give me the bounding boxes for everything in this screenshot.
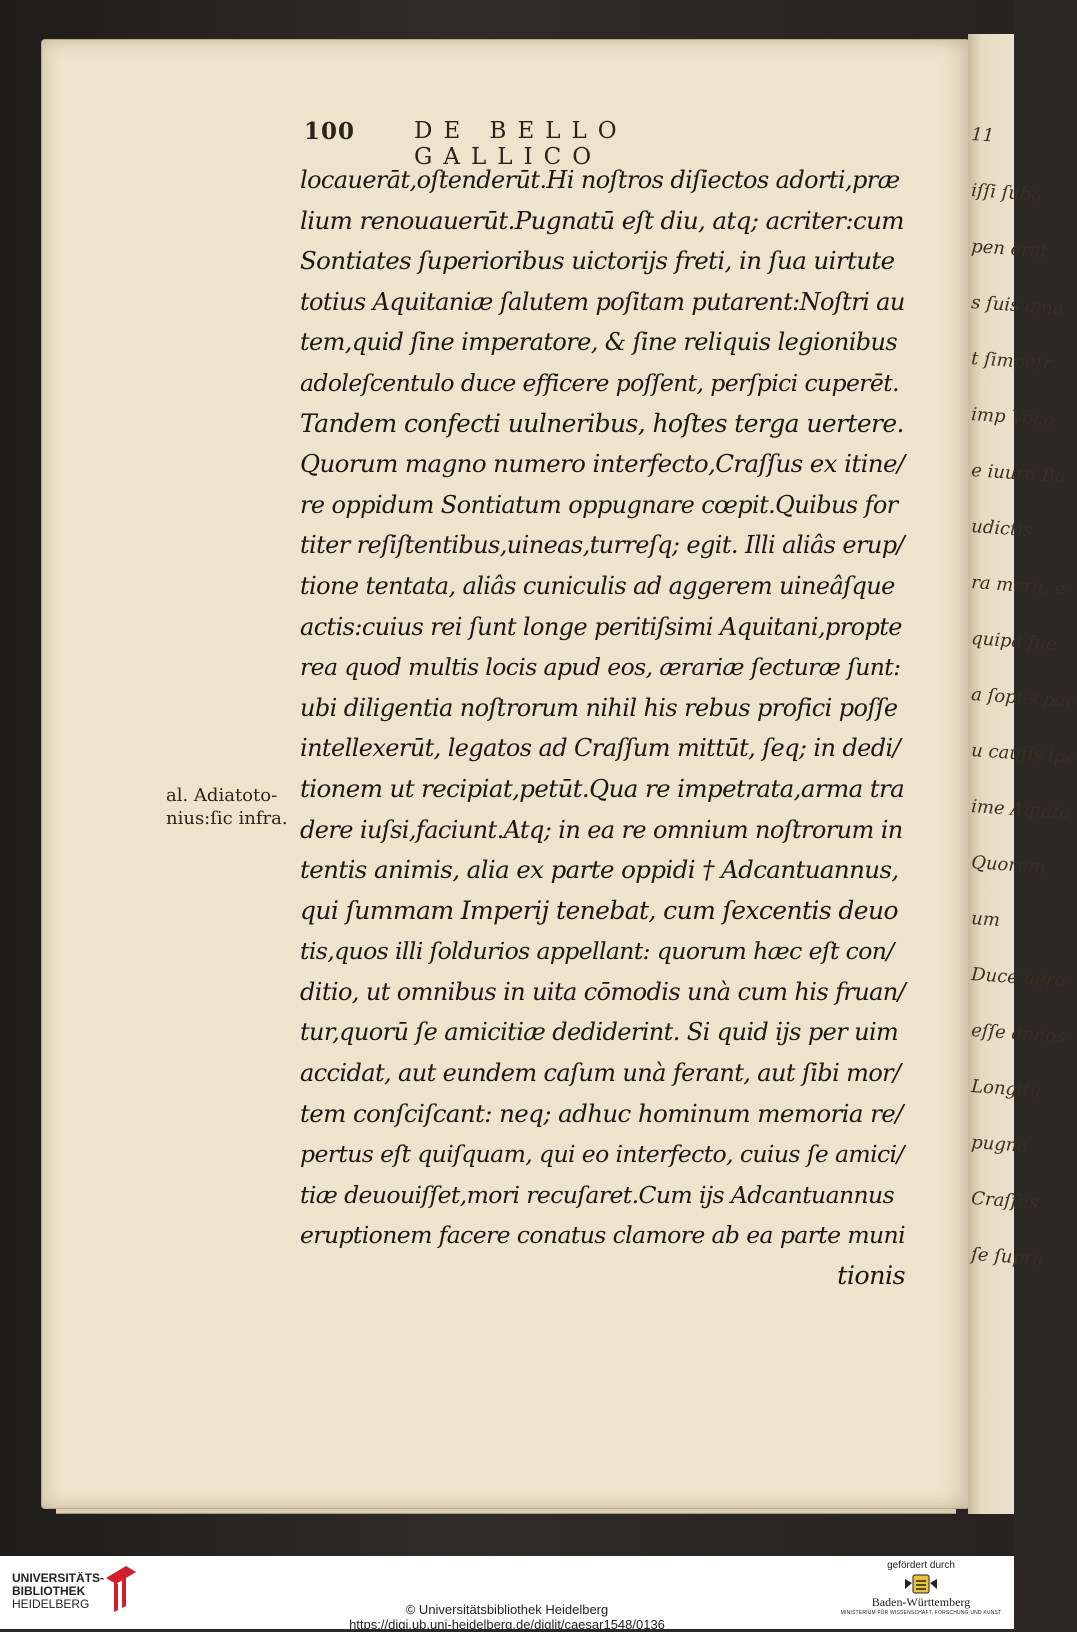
- facing-page-fragment: eſſe annos: [970, 1020, 1067, 1048]
- text-line: accidat, aut eundem caſum unà ferant, aut ſibi mor/: [300, 1059, 901, 1088]
- text-line: lium renouauerūt.Pugnatū eſt diu, atq; acriter:cum: [300, 205, 904, 235]
- facing-page-fragment: Craſſus: [970, 1188, 1040, 1214]
- running-head: [304, 118, 824, 170]
- facing-page-fragment: Longitu: [970, 1076, 1043, 1102]
- sponsor-block: [836, 1560, 1006, 1616]
- text-line: tem,quid ſine imperatore, & ſine reliquis legionibus: [300, 328, 898, 357]
- library-name-line: BIBLIOTHEK: [12, 1584, 86, 1598]
- facing-page-fragment: t ſimpetr: [970, 348, 1053, 375]
- text-line: rea quod multis locis apud eos, ærariæ ſecturæ ſunt:: [300, 653, 901, 682]
- facing-page-fragment: a ſopus par: [970, 684, 1075, 713]
- text-line: eruptionem facere conatus clamore ab ea parte muni: [300, 1221, 905, 1250]
- text-line: Sontiates ſuperioribus uictorijs freti, in ſua uirtute: [300, 246, 895, 276]
- text-line: titer reſiſtentibus,uineas,turreſq; egit. Illi aliâs erup/: [300, 531, 905, 560]
- marginal-note: [166, 784, 301, 830]
- library-name-line: UNIVERSITÄTS-: [12, 1571, 105, 1585]
- viewer-footer: [0, 1556, 1014, 1632]
- facing-page-fragment: s ſuis ame: [970, 292, 1065, 320]
- text-line: dere iuſsi,faciunt.Atq; in ea re omnium noſtrorum in: [300, 815, 903, 844]
- text-line: Tandem confecti uulneribus, hoſtes terga uertere.: [300, 408, 904, 438]
- facing-page-fragment: pen erat: [970, 236, 1049, 263]
- facing-page-fragment: Duce uero: [970, 964, 1066, 992]
- text-line: Quorum magno numero interfecto,Craſſus ex itine/: [300, 449, 905, 479]
- text-line: qui ſummam Imperij tenebat, cum ſexcentis deuo: [300, 895, 898, 925]
- state-crest-icon: [901, 1573, 941, 1595]
- facing-page-fragment: ime Aquita: [970, 796, 1071, 824]
- facing-page-fragment: um: [970, 908, 1001, 931]
- sponsor-ministry: MINISTERIUM FÜR WISSENSCHAFT, FORSCHUNG UND KUNST: [840, 1610, 1002, 1616]
- text-line: intellexerūt, legatos ad Craſſum mittūt, ſeq; in dedi/: [300, 734, 901, 763]
- page-number: 100: [304, 118, 356, 145]
- facing-page-fragment: iſſi ſuba: [970, 180, 1043, 206]
- text-line: tiæ deuouiſſet,mori recuſaret.Cum ijs Adcantuannus: [300, 1180, 895, 1209]
- text-line: totius Aquitaniæ ſalutem poſitam putarent:Noſtri au: [300, 287, 905, 316]
- text-line: tem conſciſcant: neq; adhuc hominum memoria re/: [300, 1098, 903, 1128]
- marginal-note-line: al. Adiatoto-: [166, 785, 278, 806]
- text-line: ditio, ut omnibus in uita cōmodis unà cum his fruan/: [300, 977, 906, 1006]
- facing-page-fragment: ſe ſupra: [970, 1244, 1044, 1270]
- facing-page-fragment: udictis: [970, 516, 1034, 542]
- text-line: tentis animis, alia ex parte oppidi † Adcantuannus,: [300, 855, 899, 885]
- facing-page-fragment: pugna: [970, 1132, 1029, 1157]
- sponsor-label: gefördert durch: [887, 1560, 955, 1571]
- text-line: actis:cuius rei ſunt longe peritiſsimi Aquitani,propte: [300, 612, 902, 641]
- running-title: DE BELLO GALLICO: [414, 118, 628, 170]
- facing-page-fragment: imp Voco: [970, 404, 1055, 431]
- sponsor-state: Baden-Württemberg: [871, 1595, 971, 1609]
- source-url-link[interactable]: https://digi.ub.uni-heidelberg.de/diglit/caesar1548/0136: [349, 1617, 665, 1632]
- facing-page-fragment: u cauſis ipe: [970, 740, 1077, 769]
- facing-page-edge: [968, 34, 1077, 1514]
- library-name-line: HEIDELBERG: [12, 1597, 90, 1611]
- text-line: tur,quorū ſe amicitiæ dediderint. Si quid ijs per uim: [300, 1018, 899, 1047]
- text-line: locauerāt,oſtenderūt.Hi noſtros diſiectos adorti,præ: [300, 166, 900, 194]
- copyright-text: © Universitätsbibliothek Heidelberg: [405, 1602, 609, 1617]
- text-line: pertus eſt quiſquam, qui eo interfecto, cuius ſe amici/: [300, 1140, 904, 1169]
- facing-page-fragment: e iuuro Ba: [970, 460, 1067, 488]
- text-line: adoleſcentulo duce efficere poſſent, perſpici cuperēt.: [300, 368, 899, 397]
- facing-page-fragment: 11: [970, 124, 995, 147]
- text-line: re oppidum Sontiatum oppugnare cœpit.Quibus for: [300, 490, 898, 519]
- facing-page-fragment: ra mera, e: [970, 572, 1066, 600]
- text-line: ubi diligentia noſtrorum nihil his rebus profici poſſe: [300, 693, 898, 722]
- facing-page-fragment: quipa ſue: [970, 628, 1058, 655]
- text-line: tionis: [837, 1261, 905, 1292]
- body-text: [300, 160, 905, 1297]
- text-line: tionem ut recipiat,petūt.Qua re impetrata,arma tra: [300, 773, 905, 803]
- text-line: tis,quos illi ſoldurios appellant: quorum hæc eſt con/: [300, 937, 894, 966]
- text-line: tione tentata, aliâs cuniculis ad aggerem uineâſque: [300, 571, 895, 600]
- facing-page-fragment: Quorum: [970, 852, 1047, 879]
- marginal-note-line: nius:ſic infra.: [166, 808, 288, 829]
